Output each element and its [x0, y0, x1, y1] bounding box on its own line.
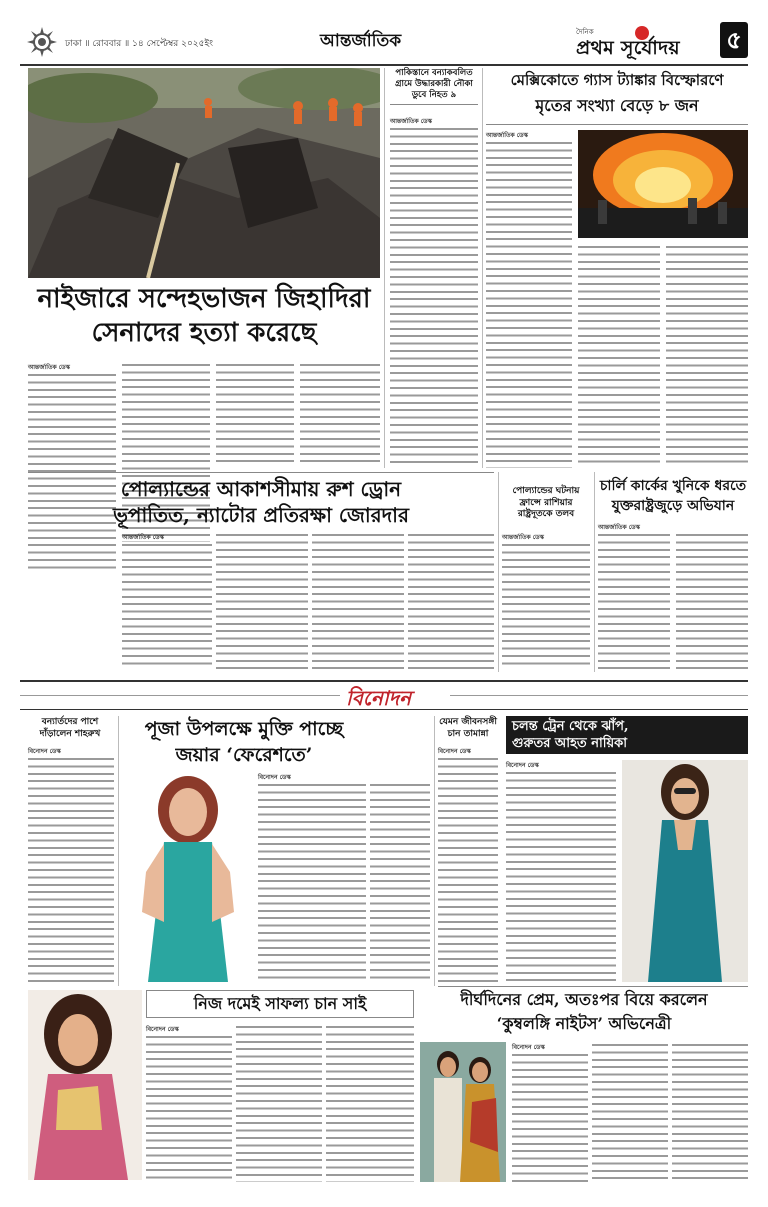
- sai-headline-box: [146, 990, 414, 1018]
- sai-body-col3: [326, 1024, 414, 1182]
- kumbalangi-body-col1: [512, 1052, 588, 1182]
- tamanna-headline: [438, 716, 498, 740]
- france-headline-text: পোল্যান্ডের ঘটনায় ফ্রান্সে রাশিয়ার রাষ্ট্রদূতকে তলব: [512, 486, 580, 519]
- mexico-body-col3: [666, 244, 748, 468]
- france-body: [502, 542, 590, 670]
- divider-france: [498, 472, 499, 672]
- train-headline-line1: চলন্ত ট্রেন থেকে ঝাঁপ,: [512, 719, 629, 734]
- mexico-headline-line1: মেক্সিকোতে গ্যাস ট্যাঙ্কার বিস্ফোরণে: [510, 71, 724, 89]
- mexico-fire-photo: [578, 130, 748, 238]
- kirk-byline: আন্তর্জাতিক ডেস্ক: [598, 524, 640, 531]
- mexico-body-col1: [486, 140, 572, 468]
- sai-body-col2: [236, 1024, 322, 1182]
- pakistan-headline: [390, 68, 478, 105]
- paper-name: প্রথম সূর্যোদয়: [576, 37, 680, 59]
- nigeria-crash-photo: [28, 68, 380, 278]
- date-line: ঢাকা ॥ রোববার ॥ ১৪ সেপ্টেম্বর ২০২৫ইং: [65, 39, 214, 49]
- joya-headline-line2: জয়ার ‘ফেরেশতে’: [175, 744, 313, 766]
- joya-body-col1: [258, 782, 366, 982]
- kumbalangi-byline: বিনোদন ডেস্ক: [512, 1044, 545, 1051]
- kumbalangi-headline: [420, 988, 748, 1036]
- wedding-photo: [420, 1042, 506, 1182]
- joya-photo: [124, 772, 252, 982]
- divider-pakistan: [384, 68, 385, 468]
- masthead: [20, 22, 748, 62]
- nigeria-body-col4: [300, 362, 380, 466]
- pakistan-body-col1: [390, 126, 478, 466]
- srk-headline-line2: দাঁড়ালেন শাহরুখ: [39, 729, 101, 739]
- train-actress-photo: [622, 760, 748, 982]
- joya-body-col2: [370, 782, 430, 982]
- srk-headline: [28, 716, 112, 740]
- sai-body-col1: [146, 1034, 232, 1182]
- train-headline-box: [506, 716, 748, 754]
- kirk-body-col1: [598, 532, 670, 670]
- poland-top-rule: [28, 472, 494, 473]
- joya-byline: বিনোদন ডেস্ক: [258, 774, 291, 781]
- masthead-rule: [20, 64, 748, 66]
- sai-photo: [28, 990, 142, 1180]
- nigeria-headline-line1: নাইজারে সন্দেহভাজন জিহাদিরা: [37, 284, 371, 314]
- train-byline: বিনোদন ডেস্ক: [506, 762, 539, 769]
- poland-headline-line2: ভূপাতিত, ন্যাটোর প্রতিরক্ষা জোরদার: [113, 503, 409, 527]
- banner-title: বিনোদন: [346, 686, 412, 710]
- pakistan-byline: আন্তর্জাতিক ডেস্ক: [390, 118, 432, 125]
- kirk-headline-line2: যুক্তরাষ্ট্রজুড়ে অভিযান: [611, 498, 735, 514]
- banner-left-line: [20, 695, 340, 696]
- train-headline-line2: গুরুতর আহত নায়িকা: [512, 736, 627, 751]
- kumbalangi-body-col2: [592, 1042, 668, 1182]
- tamanna-byline: বিনোদন ডেস্ক: [438, 748, 471, 755]
- tamanna-headline-line2: চান তামান্না: [447, 729, 489, 739]
- srk-headline-line1: বন্যার্তদের পাশে: [41, 717, 99, 727]
- banner-right-line: [450, 695, 748, 696]
- section-title: আন্তর্জাতিক: [320, 31, 402, 51]
- nigeria-body-col3: [216, 362, 294, 466]
- kirk-headline: [598, 476, 748, 516]
- france-byline: আন্তর্জাতিক ডেস্ক: [502, 534, 544, 541]
- poland-body-col4: [408, 532, 494, 670]
- page-number: ৫: [726, 25, 742, 54]
- paper-tag: দৈনিক: [576, 28, 594, 36]
- tamanna-headline-line1: যেমন জীবনসঙ্গী: [439, 717, 497, 727]
- sai-headline: নিজ দমেই সাফল্য চান সাই: [193, 994, 367, 1013]
- tamanna-body: [438, 756, 498, 982]
- nigeria-headline-line2: সেনাদের হত্যা করেছে: [91, 318, 317, 348]
- divider-joya: [118, 716, 119, 986]
- divider-mexico: [482, 68, 483, 468]
- nigeria-byline: আন্তর্জাতিক ডেস্ক: [28, 364, 70, 371]
- nigeria-headline: [28, 282, 380, 350]
- poland-byline: আন্তর্জাতিক ডেস্ক: [122, 534, 164, 541]
- mexico-headline-line2: মৃতের সংখ্যা বেড়ে ৮ জন: [535, 96, 699, 115]
- poland-headline: [28, 476, 494, 528]
- srk-byline: বিনোদন ডেস্ক: [28, 748, 61, 755]
- kumbalangi-top-rule: [438, 986, 748, 987]
- kirk-body-col2: [676, 532, 748, 670]
- kirk-headline-line1: চার্লি কার্কের খুনিকে ধরতে: [599, 478, 747, 494]
- poland-body-col3: [312, 532, 404, 670]
- mexico-headline-box: [486, 68, 748, 122]
- divider-tamanna: [434, 716, 435, 986]
- poland-body-col2: [216, 532, 308, 670]
- pakistan-headline-text: পাকিস্তানে বন্যাকবলিত গ্রামে উদ্ধারকারী নৌকা ডুবে নিহত ৯: [395, 68, 473, 100]
- mexico-byline: আন্তর্জাতিক ডেস্ক: [486, 132, 528, 139]
- sai-byline: বিনোদন ডেস্ক: [146, 1026, 179, 1033]
- kumbalangi-headline-line1: দীর্ঘদিনের প্রেম, অতঃপর বিয়ে করলেন: [460, 990, 708, 1009]
- ornament-icon: [26, 26, 58, 58]
- poland-body-col1: [122, 542, 212, 670]
- entertainment-banner: [20, 680, 748, 710]
- kumbalangi-headline-line2: ‘কুম্বলঙ্গি নাইটস’ অভিনেত্রী: [496, 1014, 672, 1033]
- france-headline: [502, 486, 590, 521]
- joya-headline-line1: পূজা উপলক্ষে মুক্তি পাচ্ছে: [144, 718, 344, 740]
- poland-headline-line1: পোল্যান্ডের আকাশসীমায় রুশ ড্রোন: [120, 477, 402, 501]
- srk-body: [28, 756, 114, 982]
- kumbalangi-body-col3: [672, 1042, 748, 1182]
- page-number-box: [720, 22, 748, 58]
- train-body: [506, 770, 616, 982]
- mexico-body-col2: [578, 244, 660, 468]
- divider-kirk: [594, 472, 595, 672]
- mexico-rule: [486, 124, 748, 125]
- joya-headline: [124, 716, 364, 768]
